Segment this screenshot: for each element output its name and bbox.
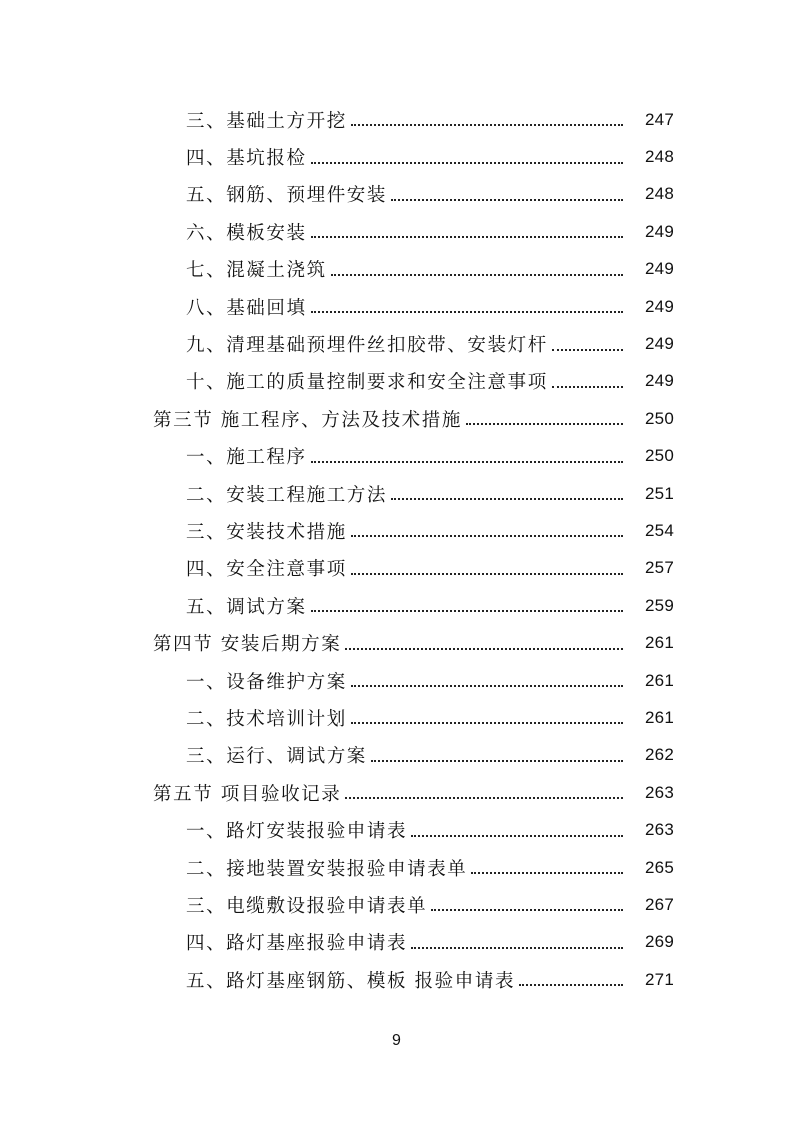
toc-entry[interactable]: [0, 176, 793, 213]
table-of-contents: [0, 101, 793, 998]
toc-entry[interactable]: [0, 325, 793, 362]
toc-entry-title: 四、路灯基座报验申请表: [186, 933, 408, 955]
toc-entry-page: 261: [645, 633, 674, 653]
toc-entry-title: 五、钢筋、预埋件安装: [186, 185, 388, 207]
dot-leader: [471, 871, 623, 874]
toc-entry-title: 三、安装技术措施: [186, 521, 347, 543]
toc-entry-title: 一、设备维护方案: [186, 671, 347, 693]
toc-entry-title: 三、基础土方开挖: [186, 110, 347, 132]
toc-entry-title: 第四节 安装后期方案: [153, 634, 342, 656]
dot-leader: [345, 647, 623, 650]
toc-entry-page: 267: [645, 894, 674, 914]
dot-leader: [311, 235, 623, 238]
toc-entry-title: 八、基础回填: [186, 297, 307, 319]
dot-leader: [311, 161, 623, 164]
toc-entry-page: 249: [645, 371, 674, 391]
toc-entry-title: 二、接地装置安装报验申请表单: [186, 858, 468, 880]
dot-leader: [431, 908, 623, 911]
dot-leader: [371, 759, 623, 762]
toc-entry-title: 六、模板安装: [186, 222, 307, 244]
toc-entry[interactable]: [0, 662, 793, 699]
toc-entry[interactable]: [0, 288, 793, 325]
dot-leader: [345, 796, 623, 799]
toc-entry-title: 第五节 项目验收记录: [153, 783, 342, 805]
toc-entry-page: 251: [645, 483, 674, 503]
toc-entry[interactable]: [0, 101, 793, 138]
toc-entry-title: 一、路灯安装报验申请表: [186, 821, 408, 843]
toc-entry[interactable]: [0, 400, 793, 437]
toc-entry[interactable]: [0, 624, 793, 661]
dot-leader: [311, 310, 623, 313]
dot-leader: [311, 460, 623, 463]
toc-entry[interactable]: [0, 363, 793, 400]
toc-entry[interactable]: [0, 849, 793, 886]
toc-entry[interactable]: [0, 737, 793, 774]
dot-leader: [331, 273, 623, 276]
toc-entry-page: 250: [645, 446, 674, 466]
toc-entry-title: 十、施工的质量控制要求和安全注意事项: [186, 372, 548, 394]
toc-entry[interactable]: [0, 811, 793, 848]
toc-entry[interactable]: [0, 475, 793, 512]
toc-entry[interactable]: [0, 213, 793, 250]
toc-entry-page: 249: [645, 334, 674, 354]
toc-entry-title: 四、安全注意事项: [186, 559, 347, 581]
dot-leader: [466, 422, 623, 425]
toc-entry[interactable]: [0, 512, 793, 549]
dot-leader: [519, 983, 623, 986]
dot-leader: [311, 609, 623, 612]
toc-entry[interactable]: [0, 961, 793, 998]
toc-entry-title: 五、路灯基座钢筋、模板 报验申请表: [186, 970, 516, 992]
toc-entry-title: 三、电缆敷设报验申请表单: [186, 895, 428, 917]
toc-entry-title: 二、安装工程施工方法: [186, 484, 388, 506]
dot-leader: [351, 684, 623, 687]
toc-entry[interactable]: [0, 438, 793, 475]
toc-entry[interactable]: [0, 138, 793, 175]
toc-entry[interactable]: [0, 774, 793, 811]
toc-entry-page: 248: [645, 147, 674, 167]
dot-leader: [411, 834, 623, 837]
toc-entry[interactable]: [0, 886, 793, 923]
dot-leader: [391, 497, 623, 500]
dot-leader: [391, 198, 623, 201]
toc-entry-page: 249: [645, 259, 674, 279]
page-number: 9: [392, 1032, 401, 1049]
toc-entry-page: 261: [645, 707, 674, 727]
dot-leader: [552, 385, 623, 388]
toc-entry-title: 五、调试方案: [186, 596, 307, 618]
toc-entry-title: 二、技术培训计划: [186, 708, 347, 730]
toc-entry-title: 四、基坑报检: [186, 148, 307, 170]
toc-entry-page: 261: [645, 670, 674, 690]
toc-entry-page: 269: [645, 932, 674, 952]
toc-entry[interactable]: [0, 699, 793, 736]
toc-entry-page: 271: [645, 969, 674, 989]
toc-entry-title: 第三节 施工程序、方法及技术措施: [153, 409, 462, 431]
toc-entry-page: 250: [645, 408, 674, 428]
toc-entry[interactable]: [0, 924, 793, 961]
toc-entry-title: 九、清理基础预埋件丝扣胶带、安装灯杆: [186, 335, 548, 357]
toc-entry-page: 257: [645, 558, 674, 578]
dot-leader: [411, 946, 623, 949]
dot-leader: [351, 534, 623, 537]
toc-entry-page: 249: [645, 296, 674, 316]
dot-leader: [351, 123, 623, 126]
toc-entry-title: 三、运行、调试方案: [186, 746, 367, 768]
toc-entry-page: 248: [645, 184, 674, 204]
toc-entry-page: 249: [645, 221, 674, 241]
toc-entry-page: 262: [645, 745, 674, 765]
dot-leader: [351, 572, 623, 575]
toc-entry-page: 259: [645, 595, 674, 615]
toc-entry-page: 263: [645, 820, 674, 840]
toc-entry[interactable]: [0, 550, 793, 587]
dot-leader: [552, 348, 623, 351]
dot-leader: [351, 721, 623, 724]
toc-entry-page: 247: [645, 109, 674, 129]
toc-entry[interactable]: [0, 251, 793, 288]
toc-entry-page: 254: [645, 520, 674, 540]
toc-entry-title: 一、施工程序: [186, 447, 307, 469]
toc-entry[interactable]: [0, 587, 793, 624]
toc-entry-page: 263: [645, 782, 674, 802]
toc-entry-title: 七、混凝土浇筑: [186, 260, 327, 282]
toc-entry-page: 265: [645, 857, 674, 877]
